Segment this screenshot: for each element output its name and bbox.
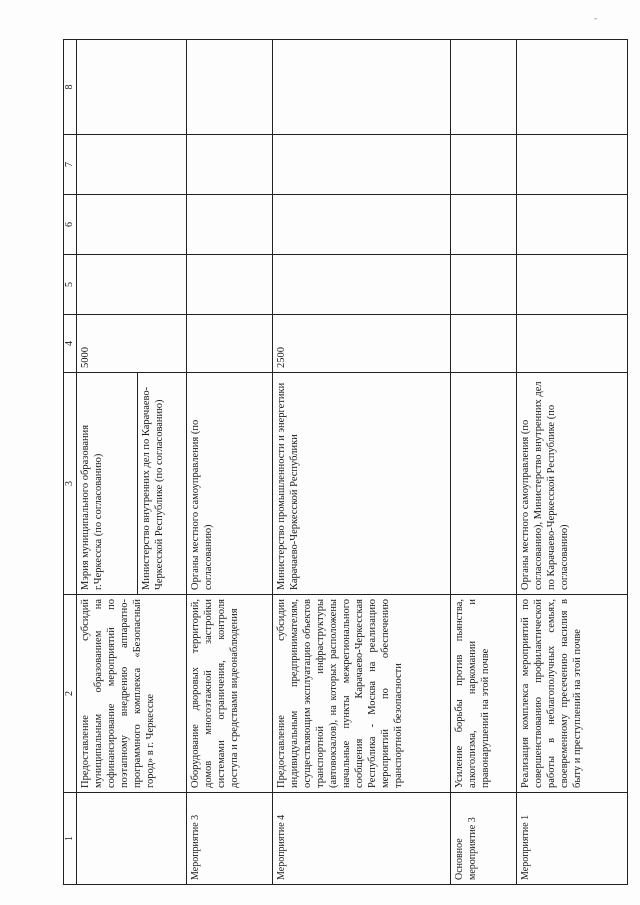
row-description-cell: Предоставление субсидии индивидуальным предпринимателям, осуществляющим эксплуатацию объектов транспортной инфраструктуры (автовокзалов), на которых расположены начальные пункты межрегионального сообщения Карачаево-Черкесская Республика - Москва на реализацию мероприятий по обеспечению транспортной безопасности: [273, 595, 451, 793]
row-col7-cell: [451, 135, 517, 195]
row-id-cell: Мероприятие 3: [187, 793, 273, 885]
table-row: [517, 40, 628, 885]
row-amount-cell: 2500: [273, 315, 451, 373]
row-col6-cell: [517, 195, 628, 255]
table-row: [451, 40, 517, 885]
executor-entry: Мэрия муниципального образования г.Черкесска (по согласованию): [80, 424, 104, 590]
column-header-4: 4: [64, 315, 77, 373]
row-id-cell: Мероприятие 1: [517, 793, 628, 885]
row-executors-cell: Органы местного самоуправления (по согласованию): [187, 373, 273, 595]
row-col5-cell: [273, 255, 451, 315]
row-col7-cell: [187, 135, 273, 195]
row-executors-cell: [77, 373, 187, 595]
row-executors-cell: [451, 373, 517, 595]
row-amount-cell: [187, 315, 273, 373]
row-col8-cell: [451, 40, 517, 135]
row-col5-cell: [517, 255, 628, 315]
column-header-3: 3: [64, 373, 77, 595]
row-executors-cell: Органы местного самоуправления (по согласованию), Министерство внутренних дел по Карачаево-Черкесской Республике (по согласованию): [517, 373, 628, 595]
header-row: [64, 40, 77, 885]
column-header-5: 5: [64, 255, 77, 315]
row-description-cell: Реализация комплекса мероприятий по совершенствованию профилактической работы в неблагополучных семьях, своевременному пресечению насилия в быту и преступлений на этой почве: [517, 595, 628, 793]
row-col5-cell: [451, 255, 517, 315]
row-col7-cell: [517, 135, 628, 195]
row-col7-cell: [273, 135, 451, 195]
row-id-cell: [77, 793, 187, 885]
column-header-1: 1: [64, 793, 77, 885]
executor-entry: Министерство внутренних дел по Карачаево-Черкесской Республике (по согласованию): [137, 373, 168, 594]
column-header-8: 8: [64, 40, 77, 135]
row-amount-cell: [451, 315, 517, 373]
row-amount-cell: [517, 315, 628, 373]
row-col8-cell: [187, 40, 273, 135]
row-col7-cell: [77, 135, 187, 195]
row-description-cell: Усиление борьбы против пьянства, алкоголизма, наркомании и правонарушений на этой почве: [451, 595, 517, 793]
column-header-6: 6: [64, 195, 77, 255]
row-col5-cell: [187, 255, 273, 315]
column-header-2: 2: [64, 595, 77, 793]
row-description-cell: Оборудование дворовых территорий, домов многоэтажной застройки системами ограничения, контроля доступа и средствами видеонаблюдения: [187, 595, 273, 793]
row-id-cell: Мероприятие 4: [273, 793, 451, 885]
row-amount-cell: 5000: [77, 315, 187, 373]
row-executors-cell: Министерство промышленности и энергетики Карачаево-Черкесской Республики: [273, 373, 451, 595]
program-table-rotated: [63, 40, 628, 885]
row-description-cell: Предоставление субсидий муниципальным образованием на софинансирование мероприятий по поэтапному внедрению аппаратно-программного комплекса «Безопасный город» в г. Черкесске: [77, 595, 187, 793]
table-row: [77, 40, 187, 885]
table-row: [187, 40, 273, 885]
row-id-cell: Основное мероприятие 3: [451, 793, 517, 885]
row-col8-cell: [517, 40, 628, 135]
corner-mark: -: [594, 14, 598, 24]
row-col5-cell: [77, 255, 187, 315]
row-col8-cell: [77, 40, 187, 135]
row-col8-cell: [273, 40, 451, 135]
row-col6-cell: [451, 195, 517, 255]
row-col6-cell: [187, 195, 273, 255]
column-header-7: 7: [64, 135, 77, 195]
row-col6-cell: [273, 195, 451, 255]
program-table: [63, 39, 628, 885]
row-col6-cell: [77, 195, 187, 255]
table-row: [273, 40, 451, 885]
